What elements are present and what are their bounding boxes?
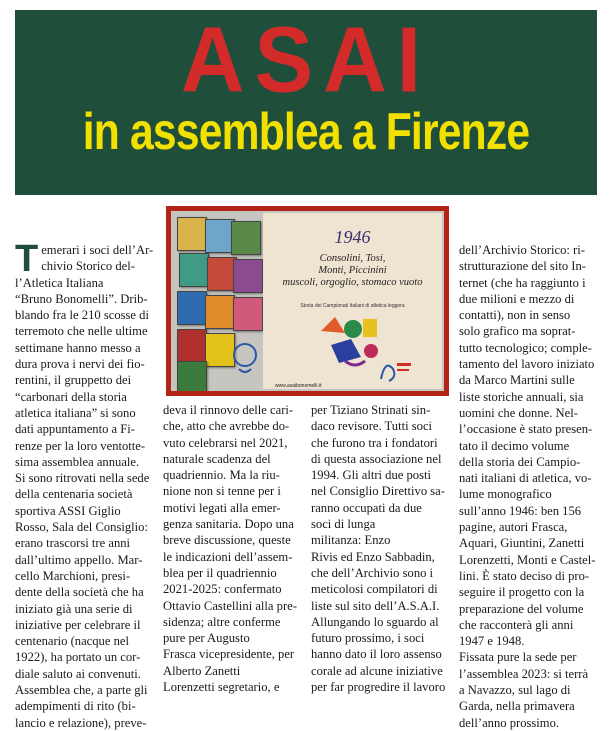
article-column-4 xyxy=(459,242,601,731)
book-cover xyxy=(177,361,207,391)
article-paragraph: Fissata pure la sede per l’assemblea 2023: si terrà a Navazzo, sul lago di Garda, nella primavera dell’anno prossimo. xyxy=(459,650,589,730)
photo-scene xyxy=(171,211,444,391)
book-cover xyxy=(177,217,207,251)
book-cover xyxy=(177,291,207,325)
book-cover xyxy=(179,253,209,287)
article-column-1 xyxy=(15,238,155,731)
asai-logo-icon xyxy=(375,355,415,385)
cover-title: Consolini, Tosi, Monti, Piccinini muscoli, orgoglio, stomaco vuoto xyxy=(282,253,423,288)
book-cover xyxy=(205,295,235,329)
cover-url: www.asaibonomelli.it xyxy=(275,383,322,389)
cover-year: 1946 xyxy=(334,227,371,247)
title-subtitle: in assemblea a Firenze xyxy=(82,103,530,161)
article-paragraph: Si sono ritrovati nella sede della centenaria società sportiva ASSI Giglio Rosso, Sala del Consiglio: erano trascorsi tre anni dall’ultimo appello. Mar- cello Marchioni, presi- dente della società che ha iniziato già una serie di iniziative per celebrare il centenario (nacque nel 1922), ha portato un cor- diale saluto ai convenuti. Assemblea che, a parte gli adempimenti di rito (bi- lancio e relazione), preve- xyxy=(15,471,150,730)
article-photo xyxy=(166,206,449,396)
article-column-3 xyxy=(311,402,451,695)
book-cover xyxy=(233,259,263,293)
article-paragraph: deva il rinnovo delle cari- che, atto che avrebbe do- vuto celebrarsi nel 2021, naturale scadenza del quadriennio. Ma la riu- nione non si tenne per i motivi legati alla emer- genza sanitaria. Dopo una breve discussione, queste le indicazioni dell’assem- blea per il quadriennio 2021-2025: confermato Ottavio Castellini alla pre- sidenza; altre conferme pure per Augusto Frasca vicepresidente, per Alberto Zanetti Lorenzetti segretario, e xyxy=(163,403,297,695)
article-paragraph: emerari i soci dell’Ar- chivio Storico del- l’Atletica Italiana “Bruno Bonomelli”. Drib- blando fra le 210 scosse di terremoto che nelle ultime settimane hanno messo a dura prova i nervi dei fio- rentini, il gruppetto dei “carbonari della storia atletica italiana” si sono dati appuntamento a Fi- renze per la loro ventotte- sima assemblea annuale. xyxy=(15,243,154,469)
book-cover-1946 xyxy=(263,213,442,389)
article-column-2 xyxy=(163,402,303,695)
book-cover xyxy=(233,297,263,331)
title-banner xyxy=(15,10,597,195)
anniversary-logo-icon xyxy=(231,341,259,377)
book-cover xyxy=(231,221,261,255)
book-cover xyxy=(177,329,207,363)
drop-cap: T xyxy=(15,238,39,280)
cover-subtitle: Storia dei Campionati Italiani di atletica leggera xyxy=(300,303,405,309)
title-acronym: ASAI xyxy=(180,10,432,112)
article-paragraph: per Tiziano Strinati sin- daco revisore. Tutti soci che furono tra i fondatori di questa associazione nel 1994. Gli altri due posti nel Consiglio Direttivo sa- ranno occupati da due soci di lunga militanza: Enzo Rivis ed Enzo Sabbadin, che dell’Archivio sono i meticolosi compilatori di liste sul sito dell’A.S.A.I. Allungando lo sguardo al futuro prossimo, i soci hanno dato il loro assenso corale ad alcune iniziative per far progredire il lavoro xyxy=(311,403,446,695)
article-paragraph: dell’Archivio Storico: ri- strutturazione del sito In- ternet (che ha raggiunto i due milioni e mezzo di contatti), non in senso solo grafico ma soprat- tutto tecnologico; comple- tamento del lavoro iniziato da Marco Martini sulle liste storiche annuali, sia uomini che donne. Nel- l’occasione è stato presen- tato il decimo volume della storia dei Campio- nati italiani di atletica, vo- lume monografico sull’anno 1946: ben 156 pagine, autori Frasca, Aquari, Giuntini, Zanetti Lorenzetti, Monti e Castel- lini. È stato deciso di pro- seguire il progetto con la preparazione del volume che racconterà gli anni 1947 e 1948. xyxy=(459,243,596,649)
